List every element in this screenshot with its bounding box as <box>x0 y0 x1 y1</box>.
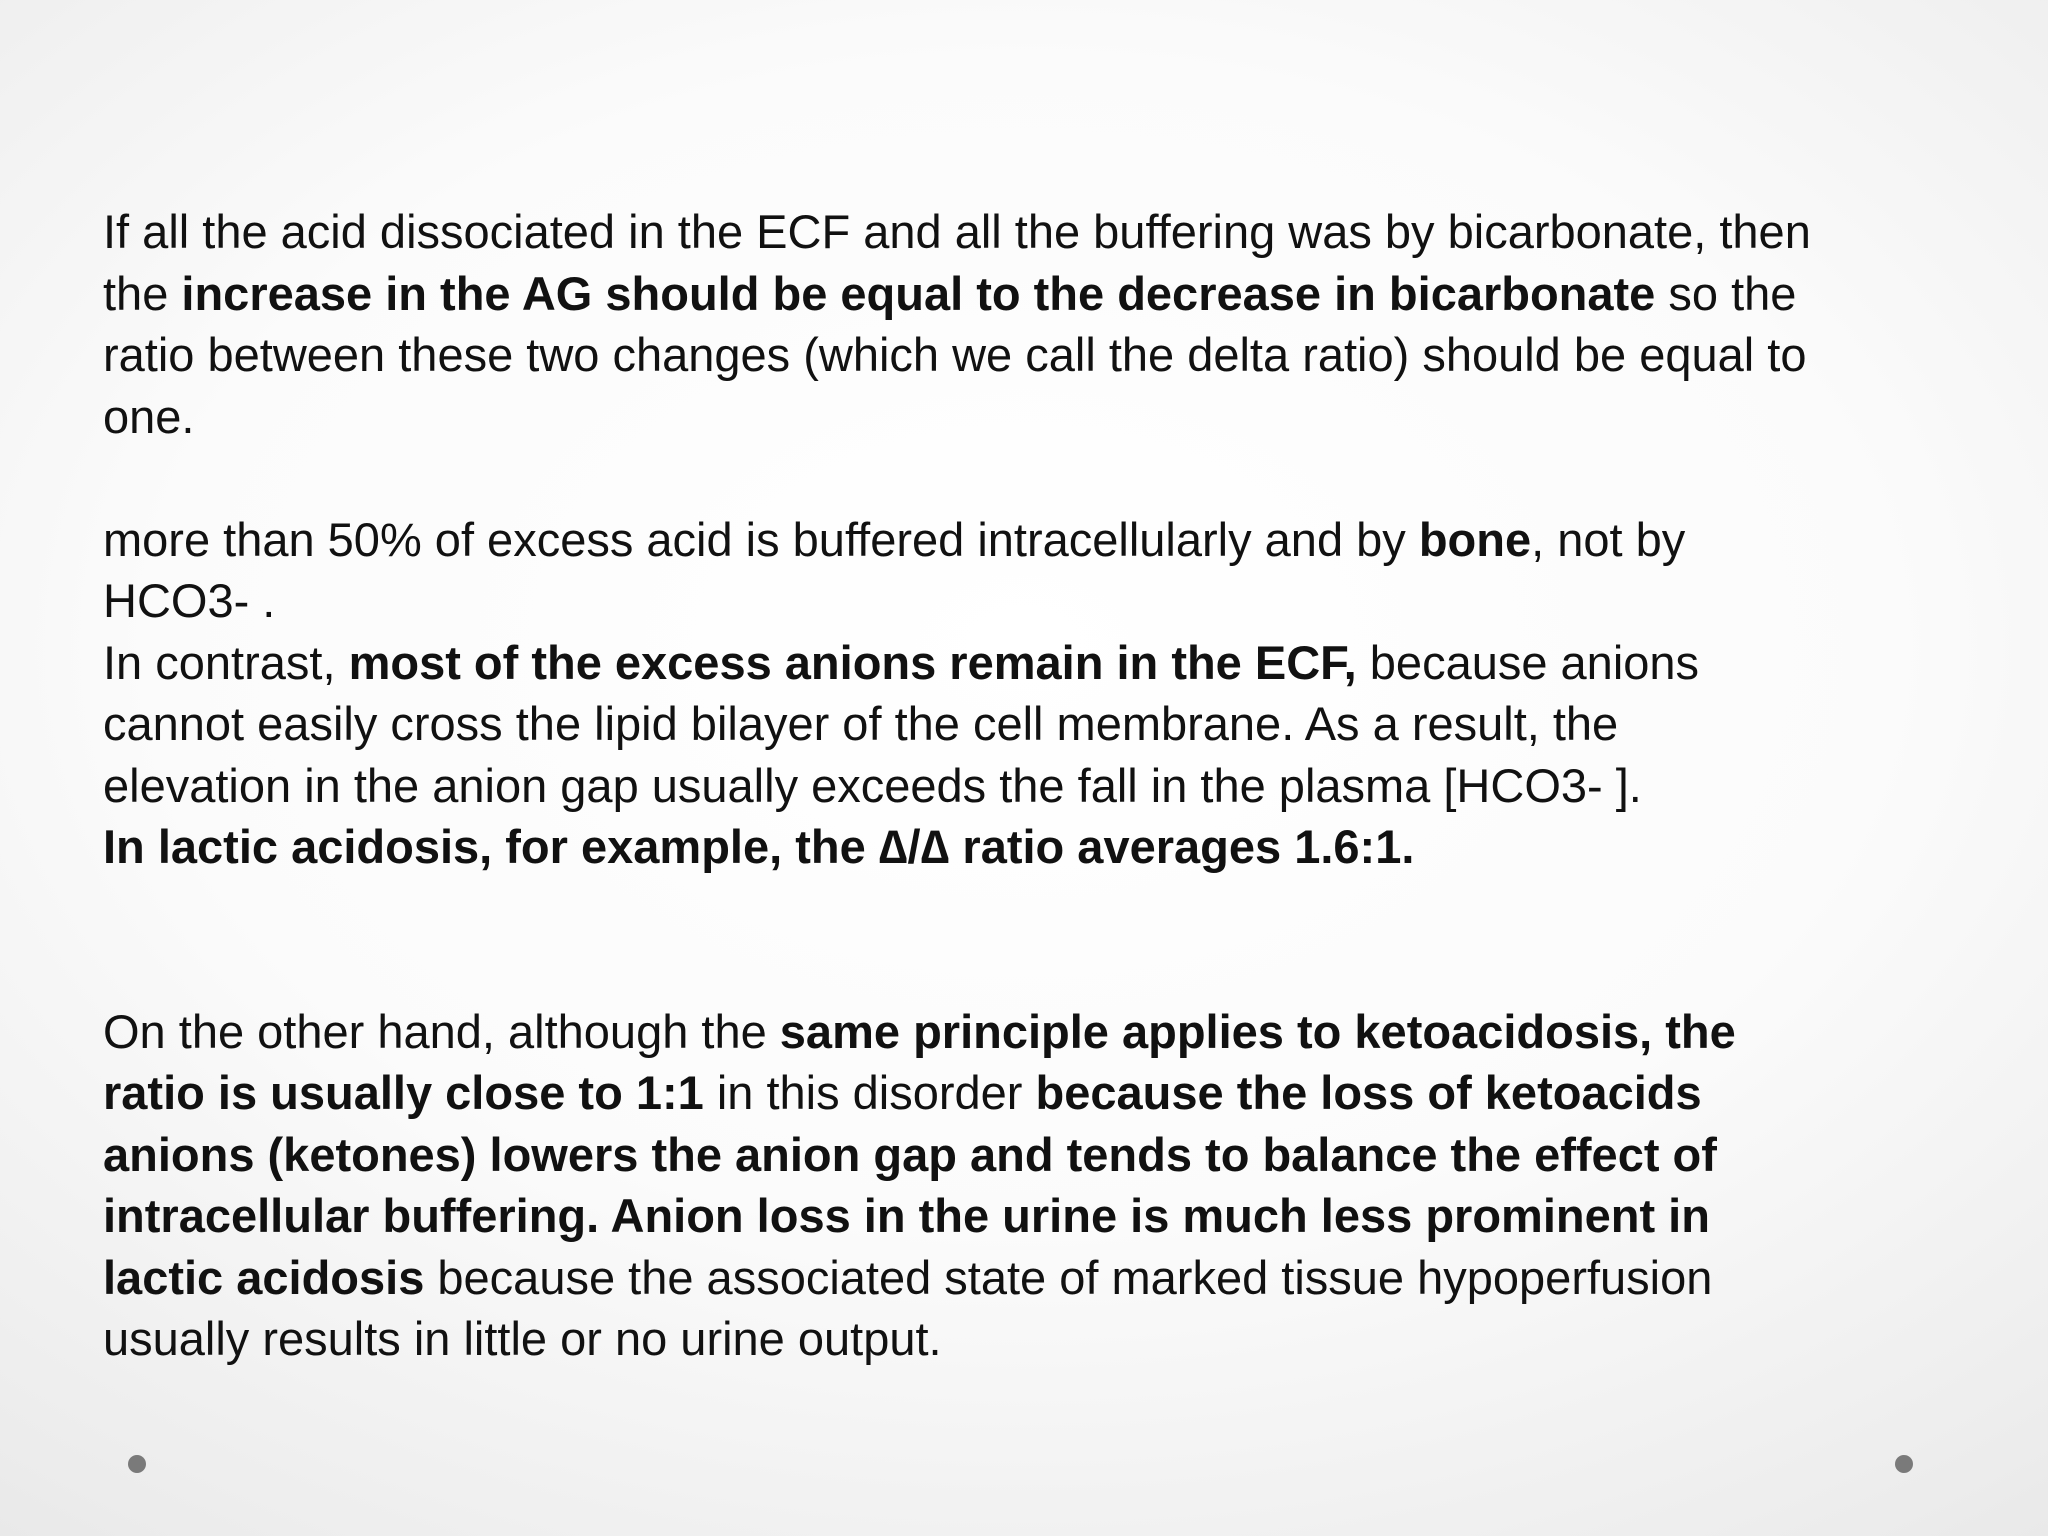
p1-line-3 <box>103 324 1983 386</box>
p3-line-4 <box>103 1185 1983 1247</box>
p2-line-5 <box>103 755 1983 817</box>
p1-line-1-text: If all the acid dissociated in the ECF and all the buffering was by bicarbonate, then <box>103 205 1811 258</box>
p3-line-5-text-b: because the associated state of marked tissue hypoperfusion <box>424 1250 1713 1304</box>
p1-line-2 <box>103 263 1983 325</box>
p3-line-3 <box>103 1124 1983 1186</box>
decorative-dot-right <box>1895 1455 1913 1473</box>
p1-line-1 <box>103 201 1983 263</box>
decorative-dot-left <box>128 1455 146 1473</box>
p2-line-3-text-a: In contrast, <box>103 635 349 689</box>
p3-line-6-text: usually results in little or no urine output. <box>103 1312 942 1365</box>
p3-line-1-bold: same principle applies to ketoacidosis, the <box>779 1004 1736 1058</box>
p1-line-4 <box>103 386 1983 448</box>
paragraph-spacer <box>103 447 1983 509</box>
p3-line-1-text-a: On the other hand, although the <box>103 1004 780 1058</box>
p3-line-2-text-b: in this disorder <box>703 1066 1036 1119</box>
p2-line-3-bold: most of the excess anions remain in the ECF, <box>348 635 1357 689</box>
p1-line-4-text: one. <box>103 389 195 443</box>
p2-line-3-text-c: because anions <box>1356 635 1700 689</box>
p2-line-2-text: HCO3- . <box>103 574 276 627</box>
p3-line-2-bold-a: ratio is usually close to 1:1 <box>103 1066 704 1119</box>
p3-line-4-bold: intracellular buffering. Anion loss in the urine is much less prominent in <box>103 1189 1710 1242</box>
p2-line-6 <box>103 816 1983 878</box>
p3-line-1 <box>103 1001 1983 1063</box>
p2-line-4-text: cannot easily cross the lipid bilayer of the cell membrane. As a result, the <box>103 697 1619 750</box>
p1-line-2-text-c: so the <box>1655 266 1797 320</box>
p2-line-1-text-a: more than 50% of excess acid is buffered intracellularly and by <box>103 512 1419 566</box>
p3-line-5-bold: lactic acidosis <box>103 1250 425 1304</box>
paragraph-spacer-double <box>103 878 1983 1001</box>
p3-line-6 <box>103 1308 1983 1370</box>
p2-line-1 <box>103 509 1983 571</box>
p1-line-2-text-a: the <box>103 266 182 320</box>
p2-line-2 <box>103 570 1983 632</box>
p2-line-6-bold: In lactic acidosis, for example, the ∆/∆ ratio averages 1.6:1. <box>103 820 1415 873</box>
p2-line-3 <box>103 632 1983 694</box>
p2-line-5-text: elevation in the anion gap usually exceeds the fall in the plasma [HCO3- ]. <box>103 758 1642 812</box>
p1-line-2-bold: increase in the AG should be equal to the decrease in bicarbonate <box>181 266 1656 320</box>
p3-line-3-bold: anions (ketones) lowers the anion gap and tends to balance the effect of <box>103 1127 1717 1181</box>
slide-body-text <box>103 201 1983 1370</box>
p2-line-4 <box>103 693 1983 755</box>
p2-line-1-bold: bone <box>1418 512 1532 566</box>
p1-line-3-text: ratio between these two changes (which we call the delta ratio) should be equal to <box>103 328 1807 381</box>
p3-line-5 <box>103 1247 1983 1309</box>
p2-line-1-text-c: , not by <box>1531 512 1686 566</box>
p3-line-2 <box>103 1062 1983 1124</box>
p3-line-2-bold-c: because the loss of ketoacids <box>1035 1066 1702 1119</box>
